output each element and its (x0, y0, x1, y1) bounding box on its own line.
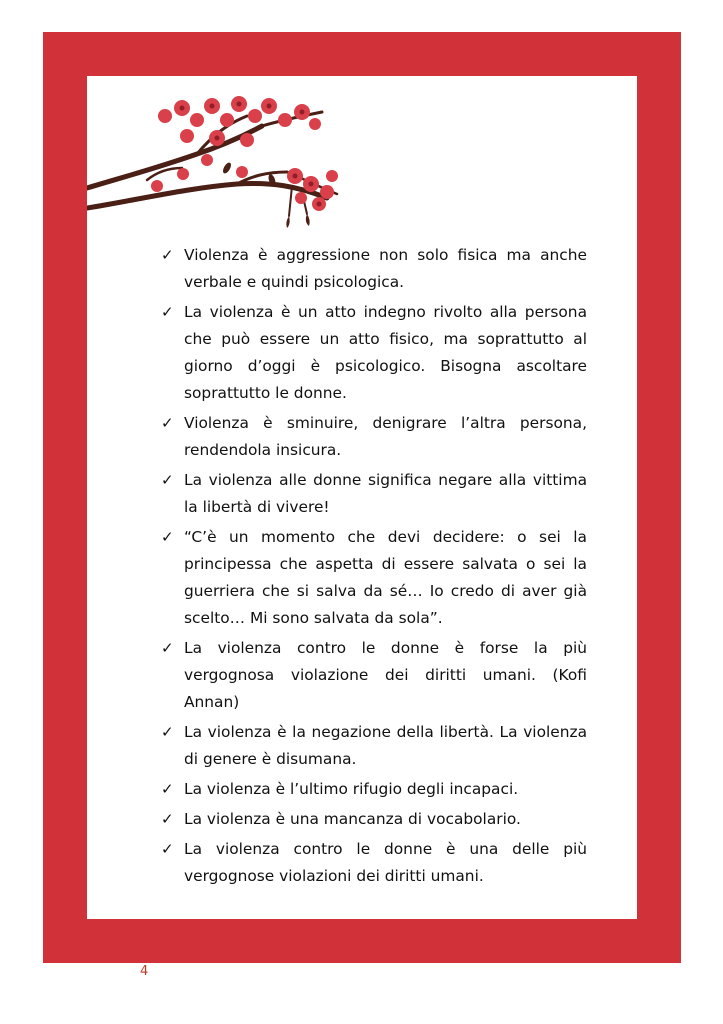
list-item-text: La violenza contro le donne è forse la più vergognosa violazione dei diritti umani. (Kofi Annan) (184, 639, 587, 711)
check-icon: ✓ (161, 414, 174, 432)
list-item (161, 836, 587, 890)
list-item (161, 299, 587, 407)
page-border-frame (43, 32, 681, 963)
list-item-text: La violenza è un atto indegno rivolto alla persona che può essere un atto fisico, ma soprattutto al giorno d’oggi è psicologico. Bisogna ascoltare soprattutto le donne. (184, 303, 587, 402)
check-icon: ✓ (161, 780, 174, 798)
violence-statements-list (161, 242, 587, 893)
list-item (161, 242, 587, 296)
blossom-branch-icon (87, 76, 357, 256)
list-item (161, 806, 587, 833)
list-item (161, 635, 587, 716)
check-icon: ✓ (161, 303, 174, 321)
page-content-area (87, 76, 637, 919)
check-icon: ✓ (161, 639, 174, 657)
check-icon: ✓ (161, 246, 174, 264)
list-item-text: La violenza alle donne significa negare alla vittima la libertà di vivere! (184, 471, 587, 516)
list-item (161, 719, 587, 773)
list-item-text: Violenza è aggressione non solo fisica ma anche verbale e quindi psicologica. (184, 246, 587, 291)
check-icon: ✓ (161, 840, 174, 858)
page-number: 4 (140, 964, 149, 979)
list-item (161, 776, 587, 803)
list-item-text: Violenza è sminuire, denigrare l’altra persona, rendendola insicura. (184, 414, 587, 459)
list-item (161, 410, 587, 464)
check-icon: ✓ (161, 528, 174, 546)
check-icon: ✓ (161, 810, 174, 828)
check-icon: ✓ (161, 471, 174, 489)
list-item (161, 524, 587, 632)
list-item-text: “C’è un momento che devi decidere: o sei la principessa che aspetta di essere salvata o sei la guerriera che si salva da sé… Io credo di aver già scelto… Mi sono salvata da sola”. (184, 528, 587, 627)
list-item-text: La violenza è una mancanza di vocabolario. (184, 810, 521, 828)
list-item-text: La violenza contro le donne è una delle più vergognose violazioni dei diritti umani. (184, 840, 587, 885)
check-icon: ✓ (161, 723, 174, 741)
list-item (161, 467, 587, 521)
list-item-text: La violenza è la negazione della libertà. La violenza di genere è disumana. (184, 723, 587, 768)
list-item-text: La violenza è l’ultimo rifugio degli incapaci. (184, 780, 519, 798)
